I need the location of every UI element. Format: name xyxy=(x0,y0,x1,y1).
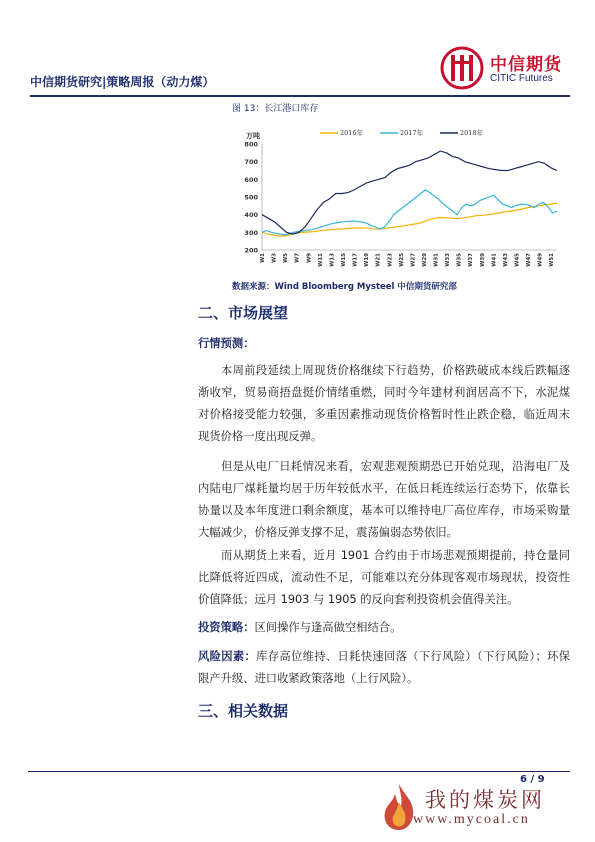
x-tick-label: W25 xyxy=(398,253,405,267)
x-tick-label: W19 xyxy=(364,253,371,267)
x-tick-label: W17 xyxy=(352,253,359,267)
y-tick-label: 600 xyxy=(244,175,258,184)
legend-label: 2018年 xyxy=(460,129,484,137)
header-rule xyxy=(30,95,570,97)
section-heading-outlook: 二、市场展望 xyxy=(198,304,289,322)
x-tick-label: W29 xyxy=(421,253,428,267)
strategy-line xyxy=(198,617,570,639)
x-tick-label: W23 xyxy=(387,253,394,267)
paragraph-3: 而从期货上来看，近月 1901 合约由于市场悲观预期提前，持仓量同比降低将近四成，流动性不足，可能难以充分体现客观市场现状，投资性价值降低；远月 1903 与 1905 的反向套利投资机会值得关注。 xyxy=(198,549,570,606)
y-axis-unit-label: 万吨 xyxy=(246,132,260,140)
x-tick-label: W15 xyxy=(340,253,347,267)
paragraph-1: 本周前段延续上周现货价格继续下行趋势，价格跌破成本线后跌幅逐渐收窄，贸易商捂盘挺价情绪重燃，同时今年建材利润居高不下，水泥煤对价格接受能力较强，多重因素推动现货价格暂时性止跌企稳，临近周末现货价格一度出现反弹。 xyxy=(198,364,570,443)
x-tick-label: W51 xyxy=(549,253,556,267)
footer-rule xyxy=(28,771,570,772)
legend-label: 2017年 xyxy=(400,129,424,137)
y-tick-label: 400 xyxy=(244,211,258,220)
x-tick-label: W35 xyxy=(456,253,463,267)
citic-emblem-icon xyxy=(440,46,484,90)
x-tick-label: W47 xyxy=(526,253,533,267)
strategy-text: 区间操作与逢高做空相结合。 xyxy=(254,621,402,634)
x-tick-label: W41 xyxy=(491,253,498,267)
x-tick-label: W37 xyxy=(468,253,475,267)
y-tick-label: 200 xyxy=(244,246,258,255)
page-number: 6 / 9 xyxy=(520,774,545,785)
y-tick-label: 800 xyxy=(244,140,258,149)
section-heading-data: 三、相关数据 xyxy=(198,702,289,720)
mycoal-watermark xyxy=(375,782,575,838)
watermark-url: www.mycoal.cn xyxy=(413,812,530,827)
risk-line xyxy=(198,646,570,690)
paragraph-2: 但是从电厂日耗情况来看，宏观悲观预期恐已开始兑现，沿海电厂及内陆电厂煤耗量均居于历年较低水平，在低日耗连续运行态势下，依靠长协量以及本年度进口剩余额度，基本可以维持电厂高位库存，市场采购量大幅减少，价格反弹支撑不足，震荡偏弱态势依旧。 xyxy=(198,460,570,539)
x-tick-label: W9 xyxy=(306,253,313,263)
x-tick-label: W39 xyxy=(479,253,486,267)
x-tick-label: W49 xyxy=(537,253,544,267)
risk-text: 库存高位维持、日耗快速回落（下行风险）（下行风险）；环保限产升级、进口收紧政策落地（上行风险）。 xyxy=(198,650,570,685)
y-tick-label: 700 xyxy=(244,158,258,167)
y-tick-label: 300 xyxy=(244,228,258,237)
x-tick-label: W31 xyxy=(433,253,440,267)
figure-source: 数据来源：Wind Bloomberg Mysteel 中信期货研究部 xyxy=(232,282,457,292)
risk-label: 风险因素： xyxy=(198,650,257,663)
x-tick-label: W5 xyxy=(283,253,290,263)
watermark-text: 我的煤炭网 xyxy=(425,788,545,812)
x-tick-label: W45 xyxy=(514,253,521,267)
series-line xyxy=(262,190,557,235)
x-tick-label: W1 xyxy=(260,253,266,263)
x-tick-label: W33 xyxy=(445,253,452,267)
inventory-line-chart xyxy=(232,118,567,278)
forecast-label: 行情预测： xyxy=(198,337,255,350)
x-tick-label: W27 xyxy=(410,253,417,267)
figure-caption: 图 13：长江港口库存 xyxy=(232,104,319,114)
forecast-label-line xyxy=(198,333,570,355)
x-tick-label: W7 xyxy=(294,253,301,263)
x-tick-label: W21 xyxy=(375,253,382,267)
x-tick-label: W3 xyxy=(271,253,278,263)
y-tick-label: 500 xyxy=(244,193,258,202)
strategy-label: 投资策略： xyxy=(198,621,255,634)
x-tick-label: W13 xyxy=(329,253,336,267)
x-tick-label: W43 xyxy=(502,253,509,267)
series-line xyxy=(262,151,557,234)
citic-logo xyxy=(440,46,575,92)
logo-name: 中信期货 xyxy=(490,55,562,75)
report-header-title: 中信期货研究|策略周报（动力煤） xyxy=(30,75,215,89)
logo-sub: CITIC Futures xyxy=(490,73,553,84)
x-tick-label: W11 xyxy=(317,253,324,267)
legend-label: 2016年 xyxy=(340,129,364,137)
